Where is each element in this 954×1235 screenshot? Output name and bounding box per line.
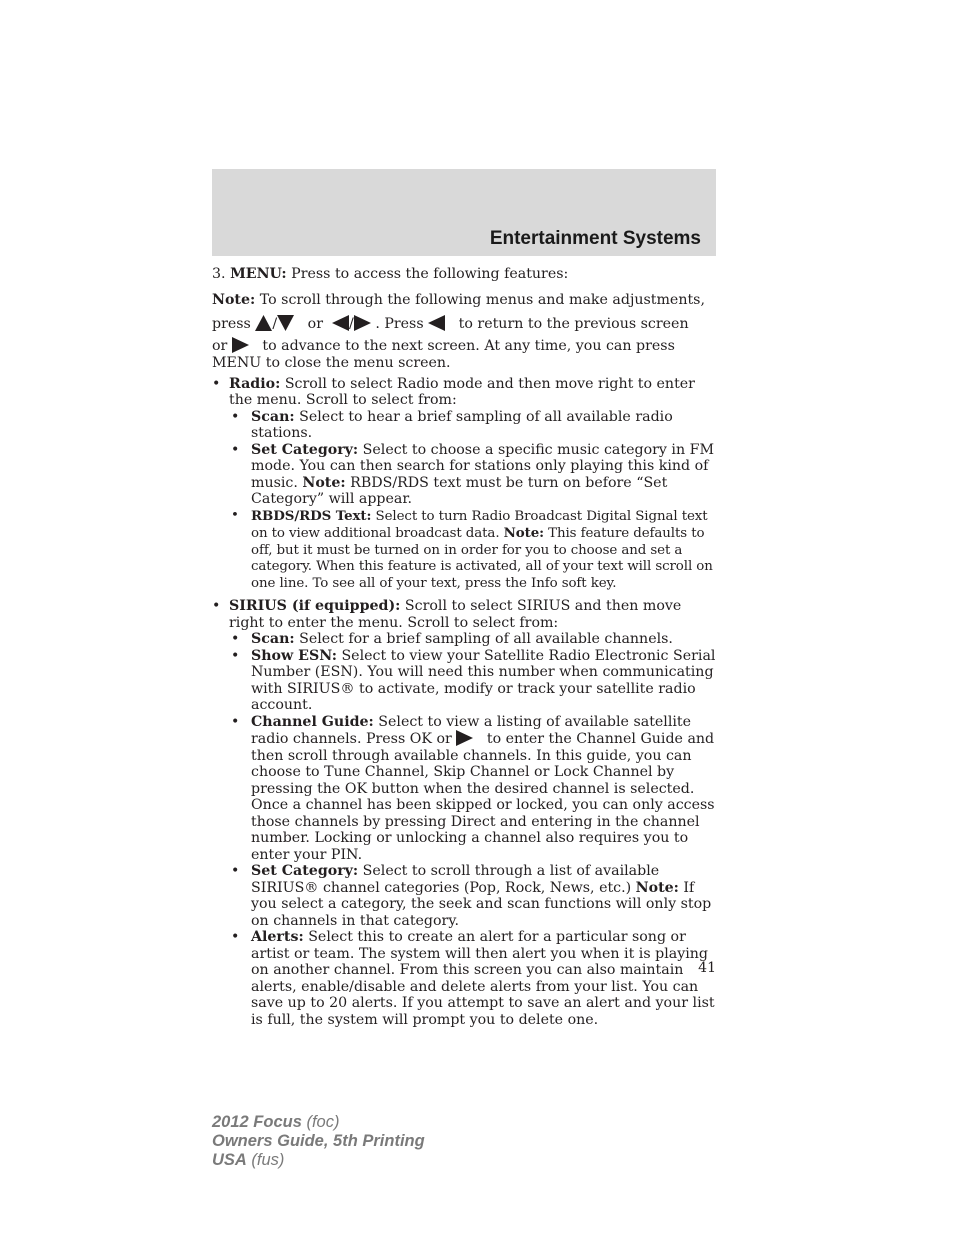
document-footer [212,1113,425,1170]
note-scroll-icons: press / or / . Press to return to the previous screen [212,315,689,332]
list-item-sirius-show-esn: • Show ESN: Select to view your Satellite Radio Electronic Serial Number (ESN). You will need this number when communicating with SIRIUS® to activate, modify or track your satellite radio account. [229,648,718,714]
footer-model: 2012 Focus (foc) [212,1113,340,1131]
radio-submenu-list [229,409,718,593]
menu-intro: 3. MENU: Press to access the following features: [212,266,569,282]
list-item-sirius-alerts: • Alerts: Select this to create an alert for a particular song or artist or team. The system will then alert you when it is playing on another channel. From this screen you can also maintain alerts, enable/disable and delete alerts from your list. You can save up to 20 alerts. If you attempt to save an alert and your list is full, the system will prompt you to delete one. [229,929,718,1028]
arrow-right-icon [456,730,473,746]
list-item-radio-set-category: • Set Category: Select to choose a specific music category in FM mode. You can then search for stations only playing this kind of music. Note: RBDS/RDS text must be turn on before “Set Category” will appear. [229,442,718,508]
list-item-sirius-scan: • Scan: Select for a brief sampling of all available channels. [229,631,718,648]
list-item-radio-rbds: • RBDS/RDS Text: Select to turn Radio Broadcast Digital Signal text on to view additional broadcast data. Note: This feature defaults to off, but it must be turned on in order for you to choose and set a category. When this feature is activated, all of your text will scroll on one line. To see all of your text, press the Info soft key. [229,508,718,593]
arrow-right-icon [232,337,249,353]
sirius-submenu-list [229,631,718,1028]
section-header-band [212,169,716,256]
page-number: 41 [698,960,716,976]
note-scroll: Note: To scroll through the following menus and make adjustments, [212,291,705,308]
section-title: Entertainment Systems [489,228,701,249]
page-content [212,266,718,1032]
list-item-radio-scan: • Scan: Select to hear a brief sampling of all available radio stations. [229,409,718,442]
list-item-radio: • Radio: Scroll to select Radio mode and then move right to enter the menu. Scroll to select from: • Scan: Select to hear a brief sampling of all available radio stations. • Set Category: Select to choose a specific music category in FM mode. You can then search for stations only playing this kind of music. Note: RBDS/RDS text must be turn on before “Set Category” will appear. • RBDS/RDS Text: Select to turn Radio Broadcast Digital Signal text on to view additional broadcast data. Note: This feature defaults to off, but it must be turned on in order for you to choose and set a category. When this feature is activated, all of your text will scroll on one line. To see all of your text, press the Info soft key. [212,376,718,593]
arrow-down-icon [277,315,294,331]
arrow-left-icon [332,315,349,331]
footer-region: USA (fus) [212,1151,285,1169]
menu-features-list [212,376,718,1029]
list-item-sirius-set-category: • Set Category: Select to scroll through a list of available SIRIUS® channel categories (Pop, Rock, News, etc.) Note: If you select a category, the seek and scan functions will only stop on channels in that category. [229,863,718,929]
list-item-sirius-channel-guide: • Channel Guide: Select to view a listing of available satellite radio channels. Press OK or to enter the Channel Guide and then scroll through available channels. In this guide, you can choose to Tune Channel, Skip Channel or Lock Channel by pressing the OK button when the desired channel is selected. Once a channel has been skipped or locked, you can only access those channels by pressing Direct and entering in the channel number. Locking or unlocking a channel also requires you to enter your PIN. [229,714,718,864]
list-item-sirius: • SIRIUS (if equipped): Scroll to select SIRIUS and then move right to enter the menu. Scroll to select from: • Scan: Select for a brief sampling of all available channels. • Show ESN: Select to view your Satellite Radio Electronic Serial Number (ESN). You will need this number when communicating with SIRIUS® to activate, modify or track your satellite radio account. • Channel Guide: Select to view a listing of available satellite radio channels. Press OK or to enter the Channel Guide and then scroll through available channels. In this guide, you can choose to Tune Channel, Skip Channel or Lock Channel by pressing the OK button when the desired channel is selected. Once a channel has been skipped or locked, you can only access those channels by pressing Direct and entering in the channel number. Locking or unlocking a channel also requires you to enter your PIN. • Set Category: Select to scroll through a list of available SIRIUS® channel categories (Pop, Rock, News, etc.) Note: If you select a category, the seek and scan functions will only stop on channels in that category. • Alerts: Select this to create an alert for a particular song or artist or team. The system will then alert you when it is playing on another channel. From this screen you can also maintain alerts, enable/disable and delete alerts from your list. You can save up to 20 alerts. If you attempt to save an alert and your list is full, the system will prompt you to delete one. [212,598,718,1028]
arrow-left-icon [428,315,445,331]
arrow-right-icon [354,315,371,331]
footer-guide: Owners Guide, 5th Printing [212,1132,425,1150]
note-scroll-continued: or to advance to the next screen. At any time, you can press MENU to close the menu screen. [212,337,675,371]
arrow-up-icon [255,315,272,331]
